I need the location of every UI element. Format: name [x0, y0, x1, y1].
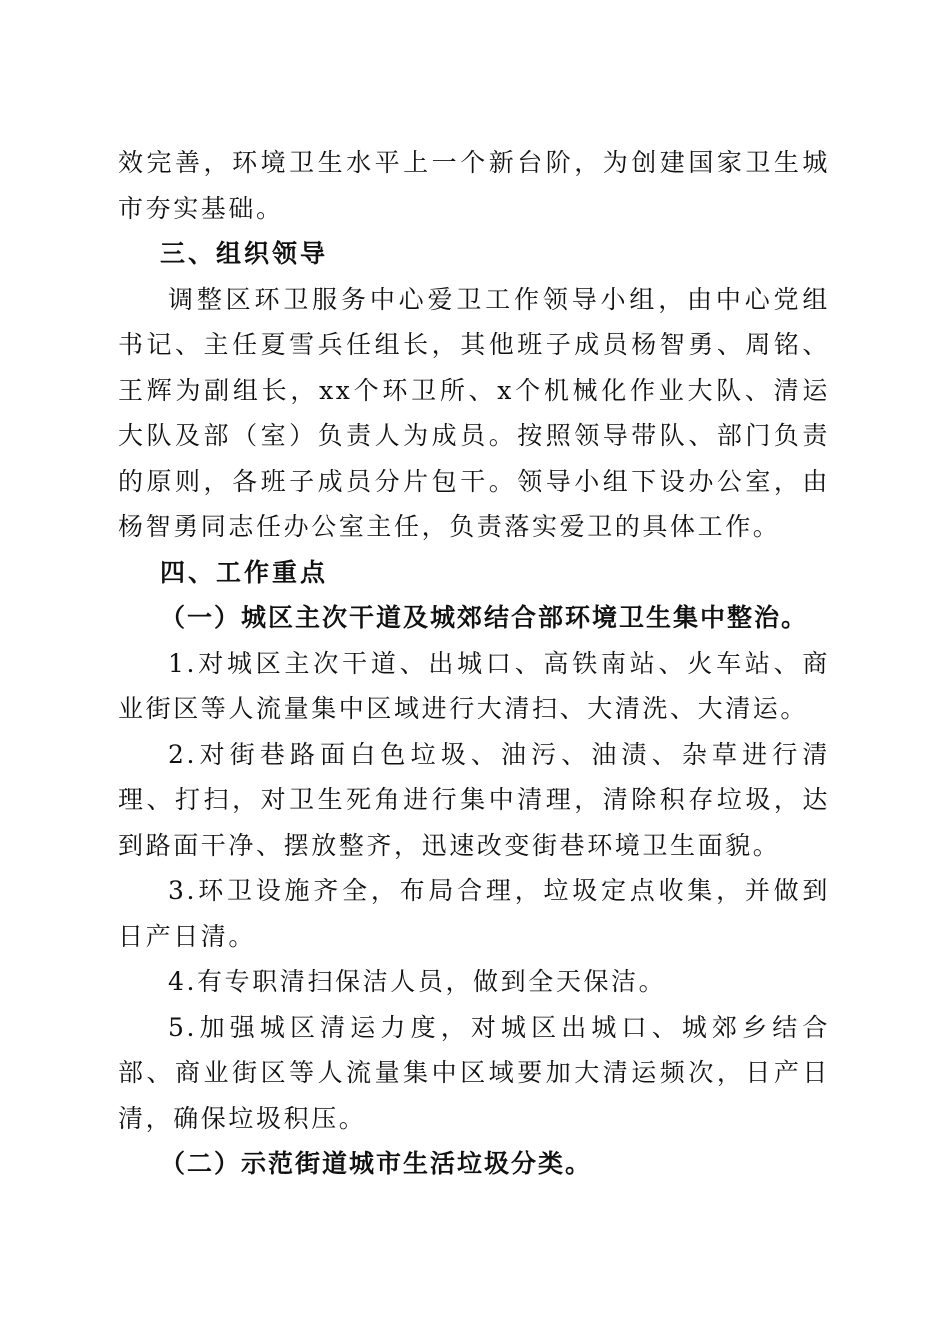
list-item-2: 2.对街巷路面白色垃圾、油污、油渍、杂草进行清理、打扫，对卫生死角进行集中清理，清除积存垃圾，达到路面干净、摆放整齐，迅速改变街巷环境卫生面貌。: [118, 739, 830, 860]
list-item-1: 1.对城区主次干道、出城口、高铁南站、火车站、商业街区等人流量集中区域进行大清扫、大清洗、大清运。: [118, 648, 830, 723]
list-item-3: 3.环卫设施齐全，布局合理，垃圾定点收集，并做到日产日清。: [118, 876, 830, 951]
list-item-4: 4.有专职清扫保洁人员，做到全天保洁。: [168, 967, 667, 996]
paragraph-leadership-group: 调整区环卫服务中心爱卫工作领导小组，由中心党组书记、主任夏雪兵任组长，其他班子成员杨智勇、周铭、王辉为副组长，xx个环卫所、x个机械化作业大队、清运大队及部（室）负责人为成员。按照领导带队、部门负责的原则，各班子成员分片包干。领导小组下设办公室，由杨智勇同志任办公室主任，负责落实爱卫的具体工作。: [118, 284, 830, 541]
sub-heading-urban-roads: （一）城区主次干道及城郊结合部环境卫生集中整治。: [160, 603, 809, 632]
document-body: [118, 140, 830, 1187]
sub-heading-waste-sorting: （二）示范街道城市生活垃圾分类。: [160, 1149, 593, 1178]
section-heading-organization: 三、组织领导: [160, 239, 329, 268]
paragraph-continued: 效完善，环境卫生水平上一个新台阶，为创建国家卫生城市夯实基础。: [118, 148, 830, 223]
list-item-5: 5.加强城区清运力度，对城区出城口、城郊乡结合部、商业街区等人流量集中区域要加大清运频次，日产日清，确保垃圾积压。: [118, 1012, 830, 1133]
section-heading-work-focus: 四、工作重点: [160, 557, 329, 587]
